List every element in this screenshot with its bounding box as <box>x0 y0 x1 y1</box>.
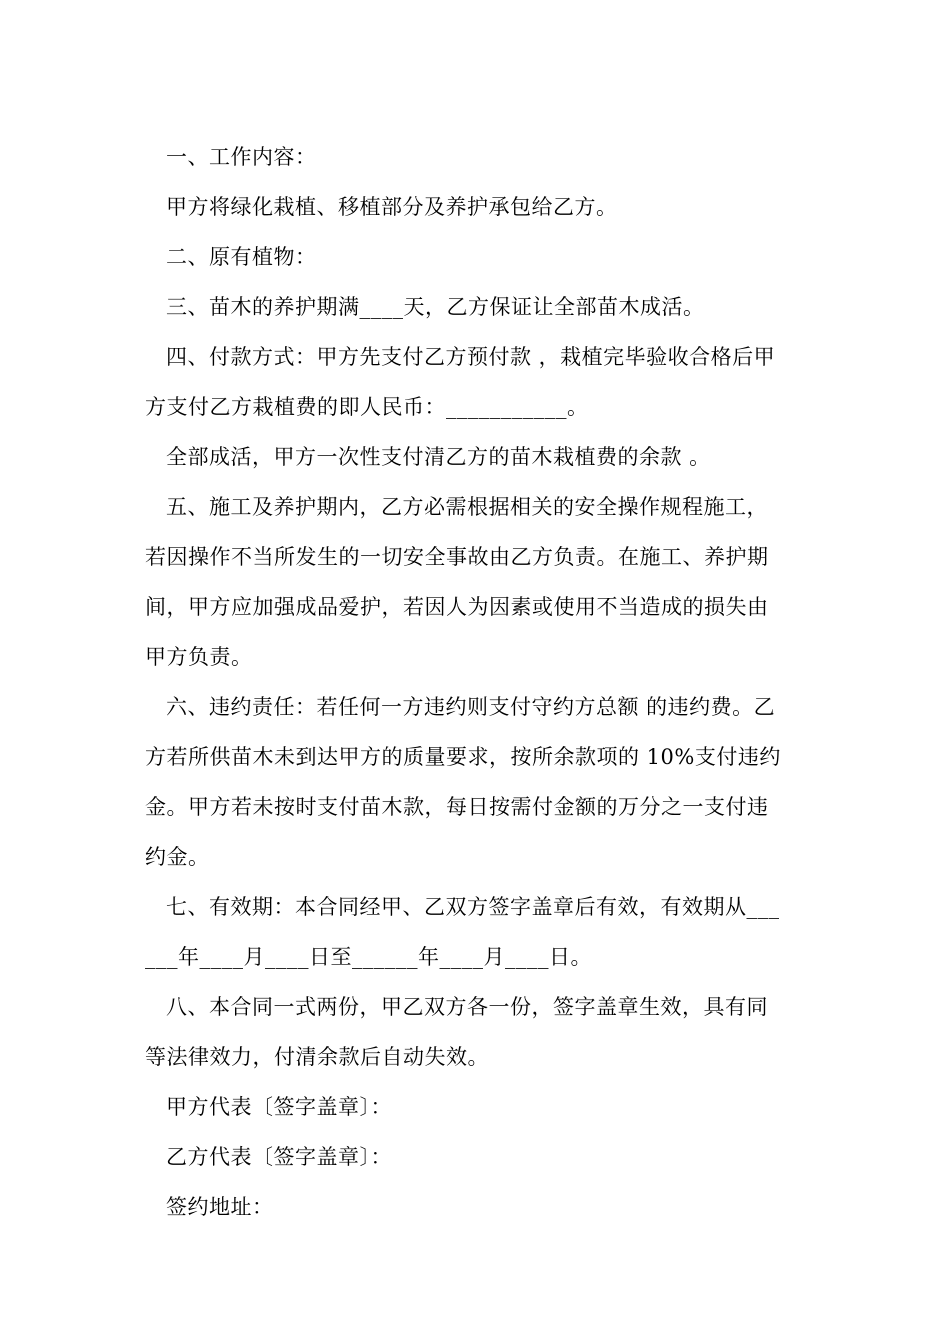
party-a-signature-line <box>145 1082 805 1132</box>
text-line: 全部成活，甲方一次性支付清乙方的苗木栽植费的余款 。 <box>166 445 711 469</box>
section-2-heading <box>145 232 805 282</box>
party-b-signature-line <box>145 1132 805 1182</box>
text-line: 间，甲方应加强成品爱护，若因人为因素或使用不当造成的损失由 <box>145 595 769 619</box>
text-line: ___年____月____日至______年____月____日。 <box>145 945 592 969</box>
contract-body <box>145 132 805 1232</box>
text-line: 六、违约责任：若任何一方违约则支付守约方总额 的违约费。乙 <box>166 695 776 719</box>
text-line: 方支付乙方栽植费的即人民币：___________。 <box>145 395 589 419</box>
text-line: 等法律效力，付清余款后自动失效。 <box>145 1045 489 1069</box>
section-3-paragraph <box>145 282 805 332</box>
text-line: 二、原有植物： <box>166 245 317 269</box>
text-line: 若因操作不当所发生的一切安全事故由乙方负责。在施工、养护期 <box>145 545 769 569</box>
text-line: 甲方代表〔签字盖章〕： <box>166 1095 392 1119</box>
text-line: 甲方负责。 <box>145 645 253 669</box>
text-line: 一、工作内容： <box>166 145 317 169</box>
text-line: 方若所供苗木未到达甲方的质量要求，按所余款项的 10%支付违约 <box>145 745 781 769</box>
section-8-paragraph <box>145 982 805 1082</box>
text-line: 金。甲方若未按时支付苗木款，每日按需付金额的万分之一支付违 <box>145 795 769 819</box>
section-1-heading <box>145 132 805 182</box>
text-line: 签约地址： <box>166 1195 274 1219</box>
text-line: 四、付款方式：甲方先支付乙方预付款 ，栽植完毕验收合格后甲 <box>166 345 776 369</box>
section-5-paragraph <box>145 482 805 682</box>
section-4-paragraph <box>145 332 805 432</box>
text-line: 七、有效期：本合同经甲、乙双方签字盖章后有效，有效期从___ <box>166 895 780 919</box>
text-line: 甲方将绿化栽植、移植部分及养护承包给乙方。 <box>166 195 618 219</box>
section-7-paragraph <box>145 882 805 982</box>
text-line: 乙方代表〔签字盖章〕： <box>166 1145 392 1169</box>
section-4-continuation <box>145 432 805 482</box>
signing-address-line <box>145 1182 805 1232</box>
text-line: 五、施工及养护期内，乙方必需根据相关的安全操作规程施工， <box>166 495 768 519</box>
text-line: 约金。 <box>145 845 210 869</box>
text-line: 三、苗木的养护期满____天，乙方保证让全部苗木成活。 <box>166 295 705 319</box>
section-1-content <box>145 182 805 232</box>
text-line: 八、本合同一式两份，甲乙双方各一份，签字盖章生效，具有同 <box>166 995 768 1019</box>
section-6-paragraph <box>145 682 805 882</box>
